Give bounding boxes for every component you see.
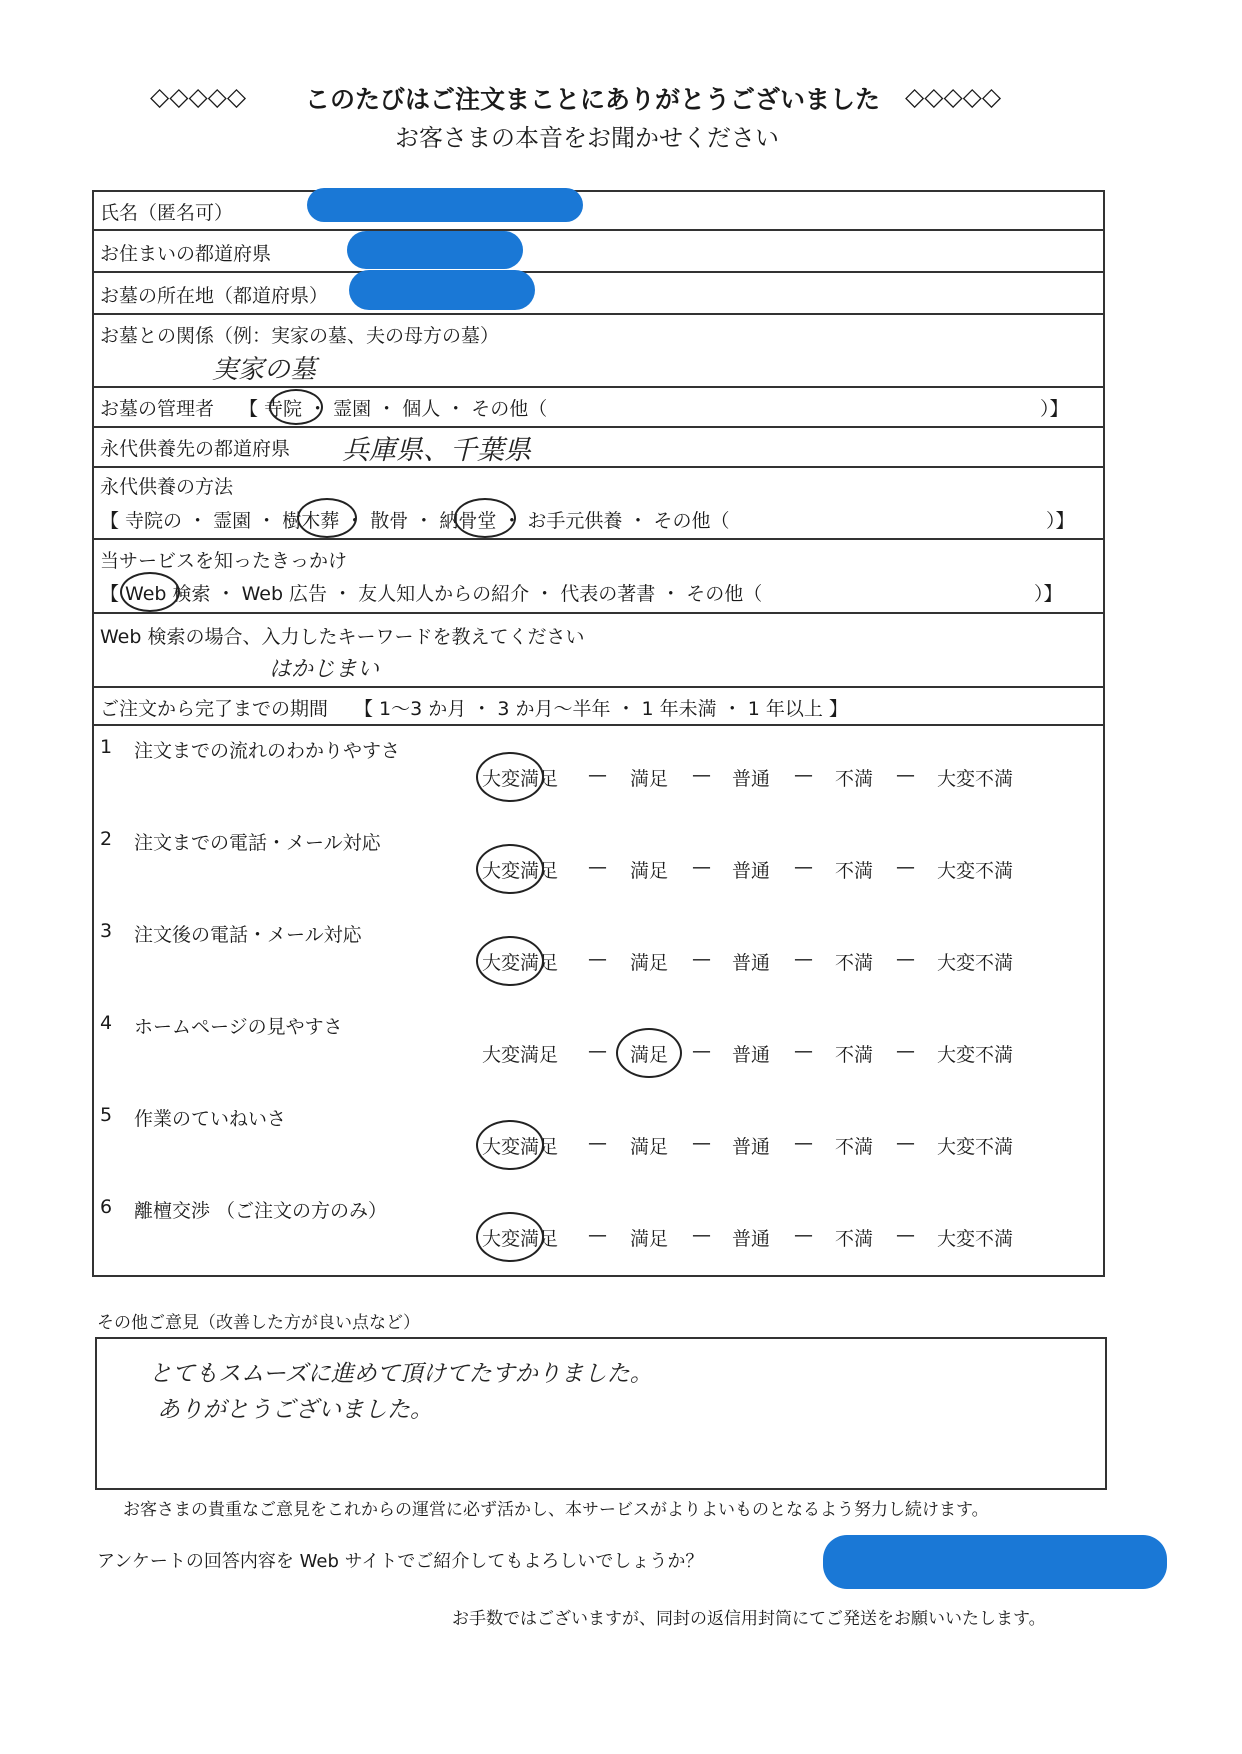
rating-option[interactable]: 大変満足 xyxy=(482,1136,559,1158)
rating-option[interactable]: 大変不満 xyxy=(937,952,1014,974)
rating-dash: — xyxy=(692,1040,711,1062)
trigger-selection-circle xyxy=(120,572,180,612)
rating-dash: — xyxy=(692,948,711,970)
rating-selection-circle xyxy=(476,752,544,802)
question-text: 注文までの流れのわかりやすさ xyxy=(134,740,401,762)
rating-dash: — xyxy=(588,764,607,786)
redaction-prefecture xyxy=(347,231,523,269)
memorial-method-circle-1 xyxy=(297,498,357,538)
prefecture-label: お住まいの都道府県 xyxy=(100,243,272,265)
rating-option[interactable]: 普通 xyxy=(732,952,771,974)
rating-option[interactable]: 不満 xyxy=(835,860,874,882)
page-subtitle: お客さまの本音をお聞かせください xyxy=(395,124,779,152)
rating-option[interactable]: 大変満足 xyxy=(482,952,559,974)
rating-selection-circle xyxy=(476,844,544,894)
rating-option[interactable]: 大変満足 xyxy=(482,768,559,790)
rating-option[interactable]: 満足 xyxy=(630,1228,669,1250)
rating-option[interactable]: 不満 xyxy=(835,768,874,790)
rating-question-6 xyxy=(94,1184,1103,1276)
rating-dash: — xyxy=(588,948,607,970)
rating-option[interactable]: 満足 xyxy=(630,860,669,882)
return-note: お手数ではございますが、同封の返信用封筒にてご発送をお願いいたします。 xyxy=(452,1609,1046,1629)
question-text: 作業のていねいさ xyxy=(134,1108,287,1130)
comments-box xyxy=(95,1337,1107,1490)
comments-label: その他ご意見（改善した方が良い点など） xyxy=(97,1313,420,1333)
rating-option[interactable]: 普通 xyxy=(732,1136,771,1158)
memorial-pref-label: 永代供養先の都道府県 xyxy=(100,438,291,460)
rating-dash: — xyxy=(692,1224,711,1246)
rating-dash: — xyxy=(794,764,813,786)
row-period xyxy=(94,686,1103,726)
rating-selection-circle xyxy=(476,1212,544,1262)
rating-option[interactable]: 不満 xyxy=(835,952,874,974)
rating-option[interactable]: 大変満足 xyxy=(482,1044,559,1066)
rating-question-5 xyxy=(94,1092,1103,1184)
rating-option[interactable]: 大変不満 xyxy=(937,768,1014,790)
rating-option[interactable]: 満足 xyxy=(630,768,669,790)
rating-option[interactable]: 普通 xyxy=(732,860,771,882)
rating-option[interactable]: 不満 xyxy=(835,1228,874,1250)
rating-option[interactable]: 満足 xyxy=(630,1044,669,1066)
row-prefecture xyxy=(94,229,1103,273)
period-label: ご注文から完了までの期間 xyxy=(100,698,329,720)
question-number: 2 xyxy=(100,828,113,850)
rating-option[interactable]: 普通 xyxy=(732,768,771,790)
publish-question: アンケートの回答内容を Web サイトでご紹介してもよろしいでしょうか？ xyxy=(97,1551,704,1572)
page-title: このたびはご注文まことにありがとうございました xyxy=(305,85,881,114)
question-text: ホームページの見やすさ xyxy=(134,1016,343,1038)
question-text: 注文までの電話・メール対応 xyxy=(134,832,381,854)
trigger-label: 当サービスを知ったきっかけ xyxy=(100,550,348,572)
memorial-method-circle-2 xyxy=(454,498,516,538)
trigger-close: ）】 xyxy=(1034,583,1063,605)
manager-label: お墓の管理者 xyxy=(100,398,215,420)
question-number: 6 xyxy=(100,1196,113,1218)
grave-location-label: お墓の所在地（都道府県） xyxy=(100,285,329,307)
rating-dash: — xyxy=(896,764,915,786)
rating-questions xyxy=(94,724,1103,1275)
header-deco-left: ◇◇◇◇◇ xyxy=(150,82,247,111)
header-deco-right: ◇◇◇◇◇ xyxy=(905,82,1002,111)
redaction-publish-answer xyxy=(823,1535,1167,1589)
rating-dash: — xyxy=(588,1132,607,1154)
question-text: 離檀交渉 （ご注文の方のみ） xyxy=(134,1200,388,1222)
question-number: 1 xyxy=(100,736,113,758)
rating-option[interactable]: 不満 xyxy=(835,1044,874,1066)
row-manager xyxy=(94,386,1103,428)
rating-dash: — xyxy=(794,1132,813,1154)
rating-option[interactable]: 満足 xyxy=(630,952,669,974)
memorial-pref-answer: 兵庫県、千葉県 xyxy=(342,435,531,466)
rating-option[interactable]: 大変不満 xyxy=(937,1228,1014,1250)
row-grave-location xyxy=(94,271,1103,315)
trigger-options: 【 Web 検索 ・ Web 広告 ・ 友人知人からの紹介 ・ 代表の著書 ・ その他（ xyxy=(100,583,763,605)
rating-dash: — xyxy=(692,764,711,786)
rating-dash: — xyxy=(692,856,711,878)
rating-option[interactable]: 不満 xyxy=(835,1136,874,1158)
relation-answer: 実家の墓 xyxy=(212,355,317,385)
redaction-name xyxy=(307,188,583,222)
footer-note: お客さまの貴重なご意見をこれからの運営に必ず活かし、本サービスがよりよいものとなるよう努力し続けます。 xyxy=(123,1500,989,1520)
row-memorial-pref xyxy=(94,426,1103,468)
manager-options: 【 寺院 ・ 霊園 ・ 個人 ・ その他（ xyxy=(239,398,548,420)
row-name xyxy=(94,192,1103,231)
row-relation xyxy=(94,313,1103,388)
memorial-method-close: ）】 xyxy=(1046,510,1075,532)
relation-label: お墓との関係（例：実家の墓、夫の母方の墓） xyxy=(100,325,500,347)
rating-dash: — xyxy=(794,1040,813,1062)
rating-dash: — xyxy=(896,856,915,878)
rating-dash: — xyxy=(588,856,607,878)
rating-selection-circle xyxy=(476,1120,544,1170)
rating-option[interactable]: 満足 xyxy=(630,1136,669,1158)
rating-question-2 xyxy=(94,816,1103,908)
rating-dash: — xyxy=(896,1132,915,1154)
rating-option[interactable]: 大変満足 xyxy=(482,860,559,882)
period-options: 【 1〜3 か月 ・ 3 か月〜半年 ・ 1 年未満 ・ 1 年以上 】 xyxy=(354,698,848,720)
rating-dash: — xyxy=(794,1224,813,1246)
rating-dash: — xyxy=(794,948,813,970)
redaction-grave-location xyxy=(349,270,535,310)
manager-close: ）】 xyxy=(1040,398,1069,420)
rating-dash: — xyxy=(794,856,813,878)
manager-selection-circle xyxy=(269,389,323,425)
rating-option[interactable]: 大変不満 xyxy=(937,1136,1014,1158)
rating-dash: — xyxy=(692,1132,711,1154)
row-memorial-method xyxy=(94,466,1103,540)
rating-dash: — xyxy=(896,1040,915,1062)
question-number: 4 xyxy=(100,1012,113,1034)
rating-option[interactable]: 普通 xyxy=(732,1228,771,1250)
rating-dash: — xyxy=(896,948,915,970)
rating-dash: — xyxy=(896,1224,915,1246)
comment-line-2: ありがとうございました。 xyxy=(157,1397,433,1423)
rating-selection-circle xyxy=(616,1028,682,1078)
survey-form xyxy=(92,190,1105,1277)
rating-option[interactable]: 大変不満 xyxy=(937,1044,1014,1066)
rating-question-3 xyxy=(94,908,1103,1000)
memorial-method-options: 【 寺院の ・ 霊園 ・ 樹木葬 ・ 散骨 ・ 納骨堂 ・ お手元供養 ・ その他（ xyxy=(100,510,730,532)
keyword-answer: はかじまい xyxy=(269,657,380,682)
rating-dash: — xyxy=(588,1224,607,1246)
row-keyword xyxy=(94,612,1103,688)
question-number: 3 xyxy=(100,920,113,942)
rating-option[interactable]: 大変満足 xyxy=(482,1228,559,1250)
memorial-method-label: 永代供養の方法 xyxy=(100,476,234,498)
rating-option[interactable]: 普通 xyxy=(732,1044,771,1066)
name-label: 氏名（匿名可） xyxy=(100,202,234,224)
rating-question-1 xyxy=(94,724,1103,816)
question-text: 注文後の電話・メール対応 xyxy=(134,924,362,946)
rating-option[interactable]: 大変不満 xyxy=(937,860,1014,882)
comment-line-1: とてもスムーズに進めて頂けてたすかりました。 xyxy=(149,1361,653,1387)
question-number: 5 xyxy=(100,1104,113,1126)
rating-selection-circle xyxy=(476,936,544,986)
keyword-label: Web 検索の場合、入力したキーワードを教えてください xyxy=(100,626,585,648)
row-trigger xyxy=(94,538,1103,614)
rating-dash: — xyxy=(588,1040,607,1062)
rating-question-4 xyxy=(94,1000,1103,1092)
